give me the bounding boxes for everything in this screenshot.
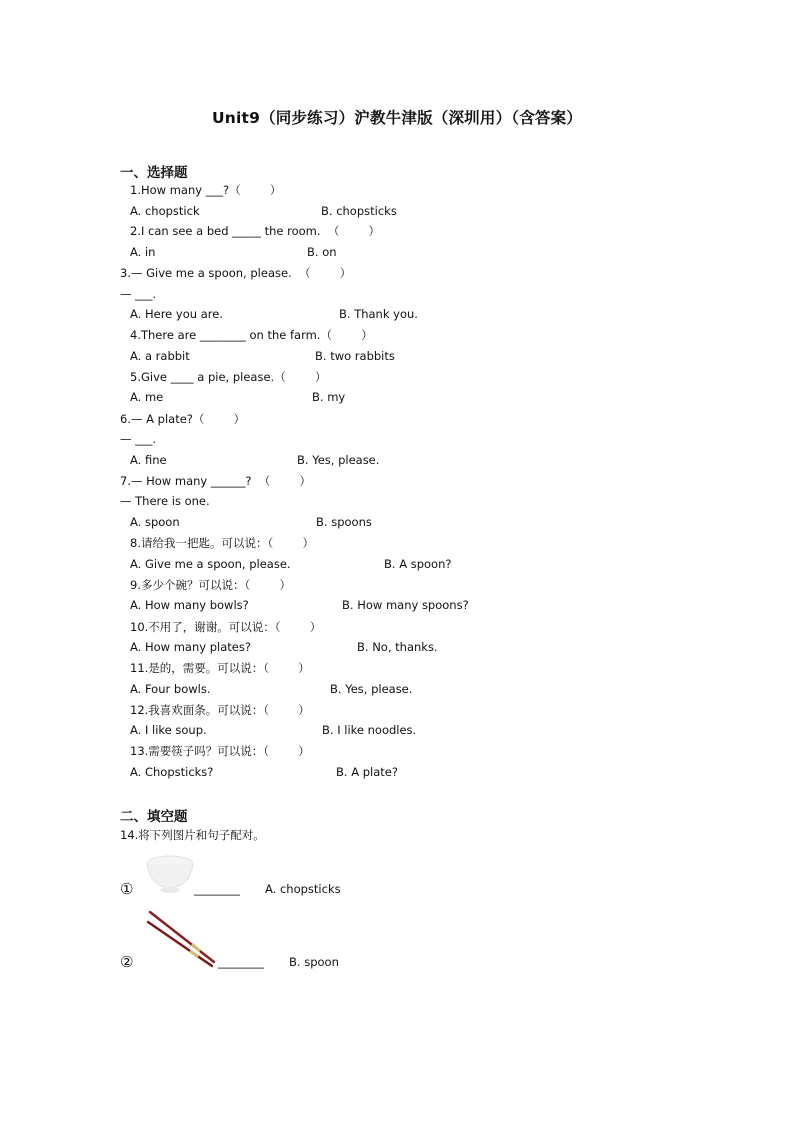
option-2b: B. on xyxy=(307,245,337,259)
question-4: 4.There are ________ on the farm.（ ） xyxy=(130,328,373,342)
question-10: 10.不用了，谢谢。可以说：（ ） xyxy=(130,620,322,634)
question-9: 9.多少个碗？可以说：（ ） xyxy=(130,578,291,592)
question-6-reply: — ___. xyxy=(120,432,157,446)
page-title: Unit9（同步练习）沪教牛津版（深圳用）（含答案） xyxy=(211,109,583,127)
option-10a: A. How many plates? xyxy=(130,640,251,654)
option-8b: B. A spoon? xyxy=(384,557,452,571)
option-1b: B. chopsticks xyxy=(321,204,397,218)
question-7: 7.— How many ______? （ ） xyxy=(120,474,312,488)
bowl-icon xyxy=(144,852,196,896)
option-3b: B. Thank you. xyxy=(339,307,418,321)
question-11: 11.是的，需要。可以说：（ ） xyxy=(130,661,310,675)
option-11a: A. Four bowls. xyxy=(130,682,211,696)
section-heading-choice: 一、选择题 xyxy=(120,165,188,181)
option-12b: B. I like noodles. xyxy=(322,723,417,737)
question-3: 3.— Give me a spoon, please. （ ） xyxy=(120,266,352,280)
item-marker-1: ① xyxy=(120,880,134,898)
option-4a: A. a rabbit xyxy=(130,349,190,363)
match-option-b: B. spoon xyxy=(289,955,339,969)
question-14: 14.将下列图片和句子配对。 xyxy=(120,828,265,842)
match-option-a: A. chopsticks xyxy=(265,882,341,896)
question-7-reply: — There is one. xyxy=(120,494,210,508)
item-marker-2: ② xyxy=(120,953,134,971)
answer-blank-2[interactable]: ________ xyxy=(218,955,264,969)
question-6: 6.— A plate?（ ） xyxy=(120,412,246,426)
question-12: 12.我喜欢面条。可以说：（ ） xyxy=(130,703,310,717)
option-11b: B. Yes, please. xyxy=(330,682,413,696)
option-9b: B. How many spoons? xyxy=(342,598,469,612)
option-7b: B. spoons xyxy=(316,515,372,529)
question-8: 8.请给我一把匙。可以说：（ ） xyxy=(130,536,314,550)
option-7a: A. spoon xyxy=(130,515,180,529)
option-6a: A. fine xyxy=(130,453,167,467)
option-3a: A. Here you are. xyxy=(130,307,223,321)
option-2a: A. in xyxy=(130,245,156,259)
question-1: 1.How many ___?（ ） xyxy=(130,183,282,197)
option-8a: A. Give me a spoon, please. xyxy=(130,557,291,571)
chopsticks-icon xyxy=(146,908,218,968)
answer-blank-1[interactable]: ________ xyxy=(194,882,240,896)
option-6b: B. Yes, please. xyxy=(297,453,380,467)
option-1a: A. chopstick xyxy=(130,204,200,218)
question-5: 5.Give ____ a pie, please.（ ） xyxy=(130,370,327,384)
option-12a: A. I like soup. xyxy=(130,723,207,737)
option-4b: B. two rabbits xyxy=(315,349,395,363)
option-5b: B. my xyxy=(312,390,346,404)
option-9a: A. How many bowls? xyxy=(130,598,249,612)
option-13b: B. A plate? xyxy=(336,765,398,779)
option-13a: A. Chopsticks? xyxy=(130,765,214,779)
question-3-reply: — ___. xyxy=(120,287,157,301)
option-5a: A. me xyxy=(130,390,164,404)
option-10b: B. No, thanks. xyxy=(357,640,438,654)
section-heading-fill: 二、填空题 xyxy=(120,809,188,825)
question-13: 13.需要筷子吗？可以说：（ ） xyxy=(130,744,310,758)
question-2: 2.I can see a bed _____ the room. （ ） xyxy=(130,224,381,238)
